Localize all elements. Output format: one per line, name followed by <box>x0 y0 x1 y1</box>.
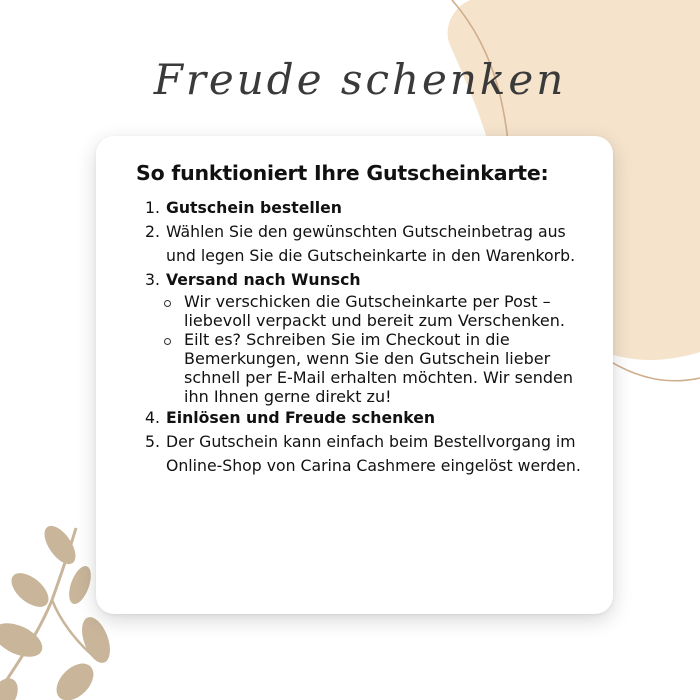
step-text: Gutschein bestellen <box>166 198 342 217</box>
circle-bullet-icon <box>164 300 171 307</box>
shipping-options-list <box>136 292 583 406</box>
step-redeem-info <box>136 430 583 478</box>
step-number: 4. <box>145 408 160 427</box>
step-redeem <box>136 406 583 430</box>
step-text: Einlösen und Freude schenken <box>166 408 436 427</box>
step-shipping <box>136 268 583 292</box>
step-text: Der Gutschein kann einfach beim Bestellvorgang im Online-Shop von Carina Cashmere eingelöst werden. <box>166 432 581 475</box>
step-text: Wählen Sie den gewünschten Gutscheinbetrag aus und legen Sie die Gutscheinkarte in den Warenkorb. <box>166 222 576 265</box>
shipping-option-email <box>164 330 583 406</box>
headline-text: Freude schenken <box>153 55 567 104</box>
card-title: So funktioniert Ihre Gutscheinkarte: <box>136 161 549 185</box>
steps-list-continued <box>136 406 583 478</box>
headline <box>140 44 580 116</box>
step-number: 5. <box>145 432 160 451</box>
shipping-option-text: Wir verschicken die Gutscheinkarte per Post – liebevoll verpackt und bereit zum Verschenken. <box>184 292 565 330</box>
step-choose-amount <box>136 220 583 268</box>
instructions-card <box>96 136 613 614</box>
step-text: Versand nach Wunsch <box>166 270 361 289</box>
step-number: 2. <box>145 222 160 241</box>
step-number: 1. <box>145 198 160 217</box>
shipping-option-text: Eilt es? Schreiben Sie im Checkout in die Bemerkungen, wenn Sie den Gutschein lieber schnell per E-Mail erhalten möchten. Wir senden ihn Ihnen gerne direkt zu! <box>184 330 574 406</box>
shipping-option-post <box>164 292 583 330</box>
step-order <box>136 196 583 220</box>
steps-list <box>136 196 583 292</box>
circle-bullet-icon <box>164 338 171 345</box>
step-number: 3. <box>145 270 160 289</box>
